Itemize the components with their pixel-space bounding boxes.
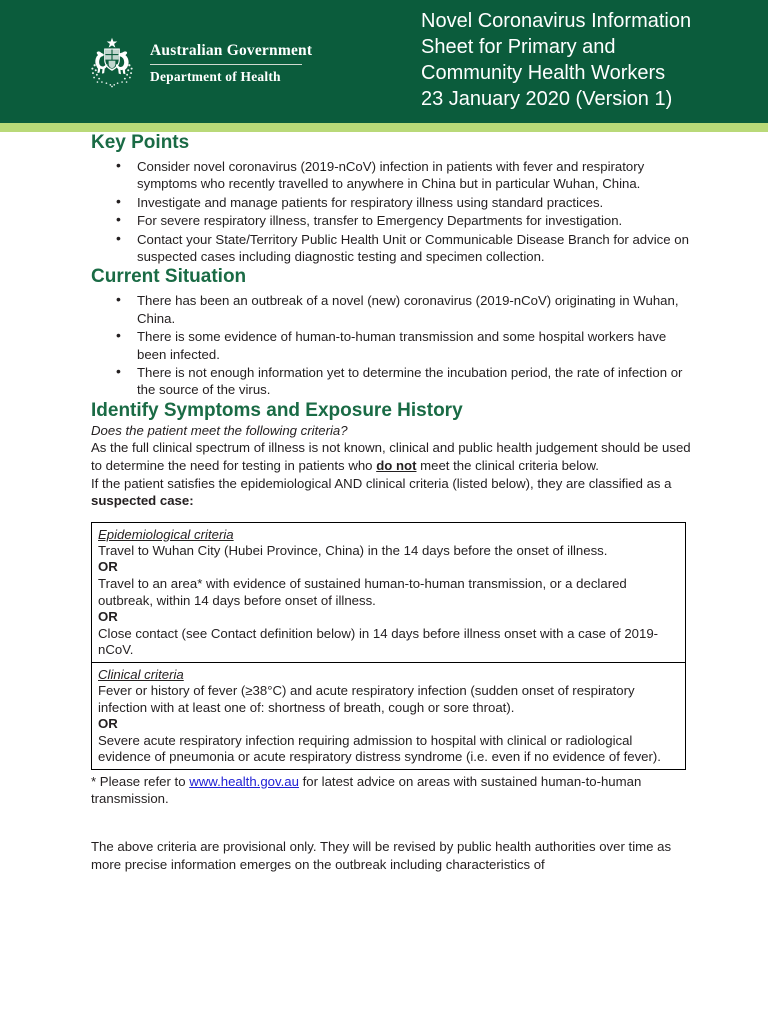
criteria-item: Severe acute respiratory infection requiring admission to hospital with clinical or radiological evidence of pneumonia or acute respiratory distress syndrome (i.e. even if no evidence of fever). (98, 732, 661, 765)
criteria-box (91, 522, 686, 770)
epidemiological-criteria-section (92, 523, 685, 662)
paragraph-text-part1: As the full clinical spectrum of illness is not known, clinical and public health judgement should be used to determine the need for testing in patients who (91, 440, 691, 474)
clinical-spectrum-paragraph (91, 439, 696, 474)
government-crest-block (84, 36, 312, 90)
crest-wordmark (150, 43, 312, 83)
suspected-case-paragraph (91, 475, 696, 510)
criteria-item: Fever or history of fever (≥38°C) and acute respiratory infection (sudden onset of respiratory infection with at least one of: shortness of breath, cough or sore throat). (98, 683, 635, 715)
header-accent-bar (0, 123, 768, 132)
footnote-prefix: * Please refer to (91, 773, 190, 789)
australian-coat-of-arms-icon (84, 36, 140, 90)
health-gov-au-link[interactable]: www.health.gov.au (189, 773, 299, 789)
list-item: • There is not enough information yet to determine the incubation period, the rate of infection or the source of the virus. (91, 364, 696, 399)
heading-current-situation: Current Situation (91, 266, 247, 288)
heading-identify-symptoms: Identify Symptoms and Exposure History (91, 399, 463, 421)
clinical-criteria-title: Clinical criteria (98, 667, 184, 682)
list-item: • Contact your State/Territory Public Health Unit or Communicable Disease Branch for advice on suspected cases including diagnostic testing and specimen collection. (91, 231, 696, 266)
criteria-item: Close contact (see Contact definition below) in 14 days before illness onset with a case of 2019-nCoV. (98, 625, 659, 658)
title-line-1: Novel Coronavirus Information (421, 10, 692, 32)
epidemiological-criteria-title: Epidemiological criteria (98, 526, 234, 542)
list-item: • For severe respiratory illness, transfer to Emergency Departments for investigation. (91, 212, 696, 229)
document-header (0, 0, 768, 123)
current-situation-list (91, 292, 696, 398)
title-line-2: Sheet for Primary and (421, 36, 616, 58)
list-item: • There has been an outbreak of a novel (new) coronavirus (2019-nCoV) originating in Wuhan, China. (91, 292, 696, 327)
crest-divider (150, 64, 302, 65)
list-item: • Investigate and manage patients for respiratory illness using standard practices. (91, 194, 696, 211)
list-item: • Consider novel coronavirus (2019-nCoV) infection in patients with fever and respiratory symptoms who recently travelled to anywhere in China but in particular Wuhan, China. (91, 158, 696, 193)
emphasis-suspected-case: suspected case: (91, 493, 194, 509)
crest-line-government: Australian Government (150, 42, 313, 59)
paragraph-text-part2: meet the clinical criteria below. (416, 458, 599, 474)
criteria-item: Travel to an area* with evidence of sustained human-to-human transmission, or a declared outbreak, within 14 days before onset of illness. (98, 576, 627, 608)
document-body (0, 132, 768, 886)
title-line-4: 23 January 2020 (Version 1) (421, 88, 673, 110)
criteria-separator: OR (98, 559, 118, 575)
clinical-criteria-section (92, 662, 685, 769)
key-points-list (91, 158, 696, 265)
provisional-criteria-paragraph: The above criteria are provisional only. They will be revised by public health authorities over time as more precise information emerges on the outbreak including characteristics of (91, 838, 672, 872)
criteria-separator: OR (98, 716, 118, 732)
footnote (91, 773, 696, 807)
document-title (421, 8, 751, 112)
paragraph-text-part1: If the patient satisfies the epidemiological AND clinical criteria (listed below), they are classified as a (91, 475, 672, 491)
emphasis-do-not: do not (376, 458, 417, 474)
crest-line-department: Department of Health (150, 68, 281, 84)
list-item: • There is some evidence of human-to-human transmission and some hospital workers have been infected. (91, 328, 696, 363)
criteria-item: Travel to Wuhan City (Hubei Province, China) in the 14 days before the onset of illness. (98, 542, 608, 558)
criteria-question: Does the patient meet the following criteria? (91, 422, 348, 438)
title-line-3: Community Health Workers (421, 62, 666, 84)
heading-key-points: Key Points (91, 132, 190, 153)
footnote-suffix: for latest advice on areas with sustained human-to-human transmission. (91, 773, 642, 806)
criteria-separator: OR (98, 609, 118, 625)
